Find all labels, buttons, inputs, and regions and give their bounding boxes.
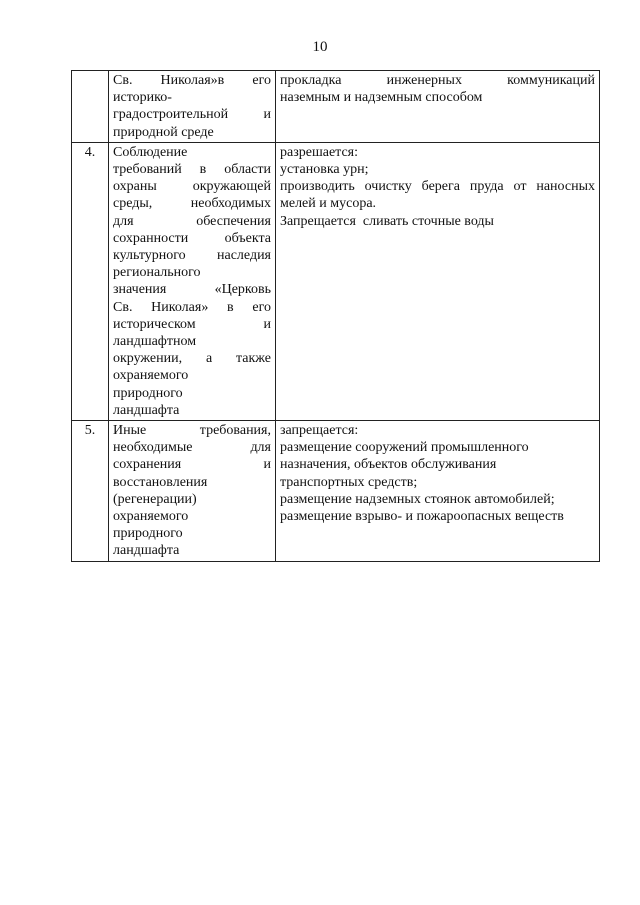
requirement-content-line: установка урн;	[280, 162, 369, 178]
requirement-name-line: природного	[113, 385, 183, 401]
requirement-name-line: охраны окружающей	[113, 179, 271, 195]
requirement-content-line: назначения, объектов обслуживания	[280, 457, 497, 473]
requirement-name-cell	[109, 421, 276, 562]
requirement-name-line: историко-	[113, 90, 172, 106]
requirement-content-line: запрещается:	[280, 423, 359, 439]
requirement-content-line: размещение сооружений промышленного	[280, 440, 529, 456]
requirement-name-line: природного	[113, 526, 183, 542]
requirement-content-line: мелей и мусора.	[280, 196, 377, 212]
requirement-content-line: производить очистку берега пруда от наносных	[280, 179, 595, 195]
requirement-name-line: охраняемого	[113, 509, 189, 525]
requirement-name-line: требований в области	[113, 162, 271, 178]
table-row	[72, 71, 600, 143]
table-row	[72, 142, 600, 420]
table-row	[72, 421, 600, 562]
requirement-name-cell	[109, 71, 276, 143]
requirement-content-line: транспортных средств;	[280, 474, 418, 490]
requirement-content-cell	[276, 71, 600, 143]
requirement-content-line: прокладка инженерных коммуникаций	[280, 73, 595, 88]
requirement-name-line: природной среде	[113, 124, 214, 140]
requirement-content-cell	[276, 421, 600, 562]
requirement-name-line: среды, необходимых	[113, 196, 271, 212]
requirement-name-line: ландшафта	[113, 543, 180, 559]
requirement-name-line: Св. Николая» в его	[113, 299, 271, 315]
requirement-name-line: градостроительной и	[113, 107, 271, 123]
requirement-name-line: культурного наследия	[113, 248, 271, 264]
requirement-name-line: регионального	[113, 265, 201, 281]
requirement-name-line: для обеспечения	[113, 213, 271, 229]
row-number: 4.	[72, 142, 109, 420]
requirement-name-line: сохранения и	[113, 457, 271, 473]
requirement-name-line: (регенерации)	[113, 491, 197, 507]
requirement-name-cell	[109, 142, 276, 420]
requirement-content-cell	[276, 142, 600, 420]
requirement-name-line: историческом и	[113, 316, 271, 332]
requirement-name-line: ландшафта	[113, 402, 180, 418]
requirements-table	[71, 70, 600, 562]
requirement-name-line: ландшафтном	[113, 334, 197, 350]
requirement-content-line: размещение взрыво- и пожароопасных веществ	[280, 509, 564, 525]
requirement-name-line: значения «Церковь	[113, 282, 271, 298]
requirement-name-line: сохранности объекта	[113, 230, 271, 246]
row-number	[72, 71, 109, 143]
requirement-name-line: окружении, а также	[113, 351, 271, 367]
row-number: 5.	[72, 421, 109, 562]
requirement-name-line: восстановления	[113, 474, 208, 490]
page-number: 10	[312, 39, 328, 55]
requirement-name-line: Соблюдение	[113, 144, 188, 160]
requirement-name-line: Св. Николая»в его	[113, 73, 271, 88]
requirement-content-line: разрешается:	[280, 144, 358, 160]
requirement-name-line: Иные требования,	[113, 423, 271, 439]
requirement-content-line: размещение надземных стоянок автомобилей;	[280, 491, 555, 507]
requirement-name-line: охраняемого	[113, 368, 189, 384]
requirement-name-line: необходимые для	[113, 440, 271, 456]
requirement-content-line: наземным и надземным способом	[280, 90, 483, 106]
requirement-content-line: Запрещается сливать сточные воды	[280, 213, 494, 229]
